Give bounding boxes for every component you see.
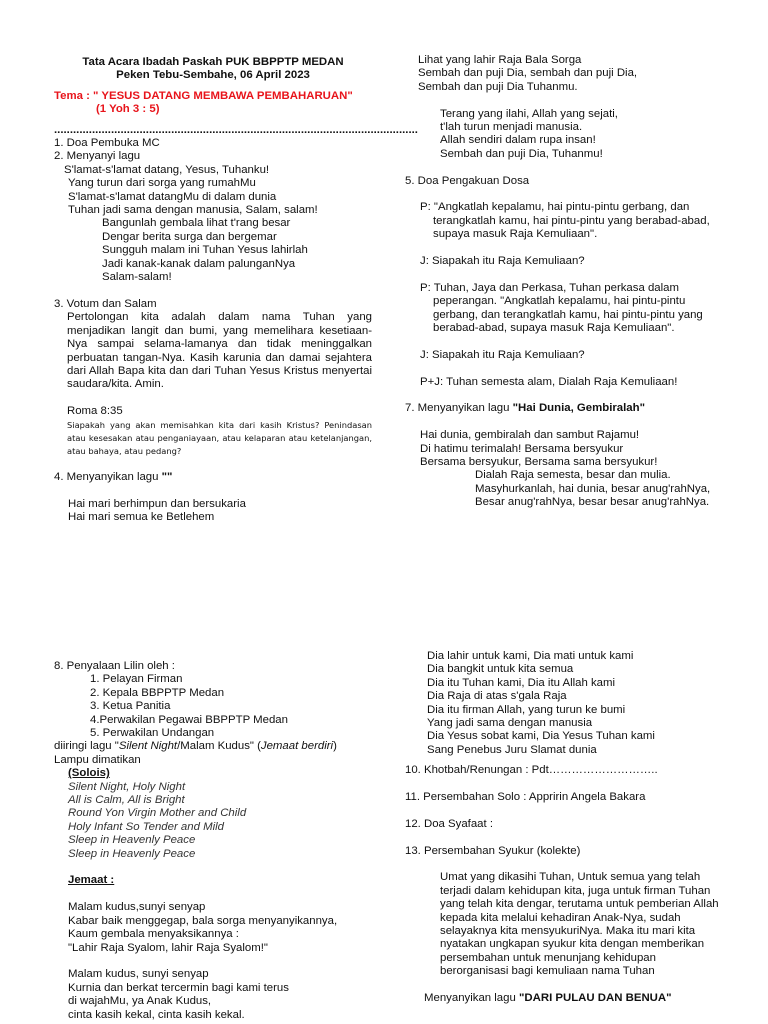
song4-line: Hai mari semua ke Betlehem: [68, 511, 215, 524]
top-right-column: [405, 54, 725, 510]
silent-night-line: Round Yon Virgin Mother and Child: [68, 807, 247, 820]
song-continued-line: Lihat yang lahir Raja Bala Sorga: [418, 54, 582, 66]
song2-line: Tuhan jadi sama dengan manusia, Salam, salam!: [68, 204, 318, 217]
malam-kudus-line: Malam kudus, sunyi senyap: [68, 968, 209, 981]
dia-line: Dia lahir untuk kami, Dia mati untuk kami: [427, 650, 634, 662]
song-verse2-line: t'lah turun menjadi manusia.: [440, 121, 583, 134]
song7-line: Di hatimu terimalah! Bersama bersyukur: [420, 442, 624, 455]
item-7-song-title: "Hai Dunia, Gembiralah": [512, 402, 645, 415]
malam-kudus-line: di wajahMu, ya Anak Kudus,: [68, 995, 212, 1008]
roma-reference: Roma 8:35: [67, 405, 123, 418]
song-continued-line: Sembah dan puji Dia Tuhanmu.: [418, 80, 578, 93]
accompaniment-line: [54, 740, 384, 753]
song7-chorus-line: Besar anug'rahNya, besar besar anug'rahNya.: [475, 496, 710, 509]
accomp-mid: /Malam Kudus" (: [177, 740, 261, 753]
item-4-label: 4. Menyanyikan lagu: [54, 470, 162, 483]
liturgy-j1: J: Siapakah itu Raja Kemuliaan?: [420, 255, 585, 268]
roma-text: Siapakah yang akan memisahkan kita dari kasih Kristus? Penindasan atau kesesakan atau penganiayaan, atau kelaparan atau ketelanjangan, atau bahaya, atau pedang?: [67, 419, 372, 456]
song-continued-line: Sembah dan puji Dia, sembah dan puji Dia,: [418, 67, 638, 80]
malam-kudus-line: Kurnia dan berkat tercermin bagi kami terus: [68, 981, 289, 994]
item-1-doa-pembuka: 1. Doa Pembuka MC: [54, 137, 160, 150]
final-song-title: "DARI PULAU DAN BENUA": [518, 992, 672, 1005]
candle-list-item: 2. Kepala BBPPTP Medan: [90, 686, 225, 699]
song2-chorus-line: Bangunlah gembala lihat t'rang besar: [102, 217, 291, 230]
song2-chorus-line: Jadi kanak-kanak dalam palunganNya: [102, 257, 296, 270]
liturgy-pj: P+J: Tuhan semesta alam, Dialah Raja Kemuliaan!: [420, 375, 678, 388]
dia-line: Yang jadi sama dengan manusia: [427, 717, 593, 730]
header-title: Tata Acara Ibadah Paskah PUK BBPPTP MEDAN: [82, 56, 344, 68]
accomp-song: Silent Night: [118, 740, 178, 753]
item-8-penyalaan-lilin: 8. Penyalaan Lilin oleh :: [54, 660, 175, 672]
lights-off: Lampu dimatikan: [54, 753, 141, 766]
accomp-note: Jemaat berdiri: [260, 740, 334, 753]
liturgy-j2: J: Siapakah itu Raja Kemuliaan?: [420, 348, 585, 361]
votum-text: Pertolongan kita adalah dalam nama Tuhan yang menjadikan langit dan bumi, yang memelihara kesetiaan-Nya sampai selama-lamanya dan tidak meninggalkan perbuatan tangan-Nya. Kasih karunia dan damai sejahtera dari Allah Bapa kita dan dari Tuhan Yesus Kristus menyertai saudara/kita. Amin.: [67, 311, 372, 391]
malam-kudus-line: "Lahir Raja Syalom, lahir Raja Syalom!": [68, 941, 268, 954]
dia-line: Dia itu firman Allah, yang turun ke bumi: [427, 703, 626, 716]
item-12-doa-syafaat: 12. Doa Syafaat :: [405, 817, 494, 830]
accomp-suffix: ): [333, 740, 337, 753]
theme-title: Tema : " YESUS DATANG MEMBAWA PEMBAHARUAN": [54, 89, 353, 102]
item-5-pengakuan-dosa: 5. Doa Pengakuan Dosa: [405, 174, 530, 187]
offering-text: Umat yang dikasihi Tuhan, Untuk semua yang telah terjadi dalam kehidupan kita, juga untuk firman Tuhan yang telah kita dengar, terutama untuk pemberian Allah kepada kita melalui kehadiran Anak-Nya, sudah selayaknya kita mensyukuriNya. Maka itu mari kita nyatakan ungkapan syukur kita dengan memberikan persembahan untuk menunjang kehidupan berorganisasi bagi kemuliaan nama Tuhan: [440, 871, 719, 978]
divider: ...................................................................................................................: [54, 123, 418, 136]
solois-heading: (Solois): [68, 767, 110, 780]
song2-line: S'lamat-s'lamat datangMu di dalam dunia: [68, 190, 277, 203]
bottom-right-column: [405, 650, 725, 1005]
song2-line: Yang turun dari sorga yang rumahMu: [68, 177, 256, 190]
dia-line: Sang Penebus Juru Slamat dunia: [427, 743, 597, 756]
dia-line: Dia bangkit untuk kita semua: [427, 663, 574, 676]
item-11-persembahan-solo: 11. Persembahan Solo : Appririn Angela Bakara: [405, 791, 646, 804]
song4-line: Hai mari berhimpun dan bersukaria: [68, 497, 246, 510]
bottom-left-column: [54, 660, 384, 1022]
silent-night-line: Sleep in Heavenly Peace: [68, 847, 196, 860]
song-verse2-line: Terang yang ilahi, Allah yang sejati,: [440, 107, 618, 120]
malam-kudus-line: Kaum gembala menyaksikannya :: [68, 928, 239, 941]
page-bottom: [0, 512, 768, 1024]
theme-reference: (1 Yoh 3 : 5): [96, 103, 160, 116]
silent-night-line: Sleep in Heavenly Peace: [68, 834, 196, 847]
item-2-menyanyi: 2. Menyanyi lagu: [54, 150, 141, 163]
candle-list-item: 5. Perwakilan Undangan: [90, 727, 215, 740]
silent-night-line: Silent Night, Holy Night: [68, 780, 186, 793]
item-10-khotbah: 10. Khotbah/Renungan : Pdt………………………..: [405, 764, 658, 777]
item-13-persembahan-syukur: 13. Persembahan Syukur (kolekte): [405, 844, 581, 857]
item-7-label: 7. Menyanyikan lagu: [405, 402, 513, 415]
song7-chorus-line: Dialah Raja semesta, besar dan mulia.: [475, 469, 671, 482]
song7-line: Bersama bersyukur, Bersama sama bersyukur!: [420, 456, 658, 469]
candle-list-item: 3. Ketua Panitia: [90, 700, 171, 713]
candle-list-item: 1. Pelayan Firman: [90, 673, 183, 686]
jemaat-heading: Jemaat :: [68, 874, 115, 887]
top-left-column: [54, 56, 418, 525]
malam-kudus-line: cinta kasih kekal, cinta kasih kekal.: [68, 1008, 245, 1021]
liturgy-p1: P: "Angkatlah kepalamu, hai pintu-pintu gerbang, dan terangkatlah kamu, hai pintu-pintu yang berabad-abad, supaya masuk Raja Kemuliaan".: [420, 201, 710, 241]
song2-chorus-line: Dengar berita surga dan bergemar: [102, 230, 277, 243]
silent-night-line: All is Calm, All is Bright: [68, 794, 185, 807]
song2-line: S'lamat-s'lamat datang, Yesus, Tuhanku!: [64, 163, 270, 176]
song-verse2-line: Sembah dan puji Dia, Tuhanmu!: [440, 147, 603, 160]
item-7-menyanyikan: [405, 402, 725, 415]
song2-chorus-line: Salam-salam!: [102, 271, 172, 284]
dia-line: Dia Yesus sobat kami, Dia Yesus Tuhan kami: [427, 730, 655, 743]
song2-chorus-line: Sungguh malam ini Tuhan Yesus lahirlah: [102, 244, 308, 257]
final-song-line: [405, 992, 725, 1005]
final-song-label: Menyanyikan lagu: [424, 992, 519, 1005]
item-4-menyanyikan: [54, 471, 372, 484]
candle-list-item: 4.Perwakilan Pegawai BBPPTP Medan: [90, 713, 288, 726]
malam-kudus-line: Malam kudus,sunyi senyap: [68, 901, 206, 914]
song7-line: Hai dunia, gembiralah dan sambut Rajamu!: [420, 429, 640, 442]
dia-line: Dia Raja di atas s'gala Raja: [427, 690, 567, 703]
item-3-votum: 3. Votum dan Salam: [54, 297, 157, 310]
song-verse2-line: Allah sendiri dalam rupa insan!: [440, 134, 596, 147]
liturgy-p2: P: Tuhan, Jaya dan Perkasa, Tuhan perkasa dalam peperangan. "Angkatlah kepalamu, hai pintu-pintu gerbang, dan terangkatlah kamu, hai pintu-pintu yang berabad-abad, supaya masuk Raja Kemuliaan".: [420, 281, 703, 335]
malam-kudus-line: Kabar baik menggegap, bala sorga menyanyikannya,: [68, 914, 338, 927]
header-date: Peken Tebu-Sembahe, 06 April 2023: [116, 69, 310, 82]
accomp-prefix: diiringi lagu ": [54, 740, 119, 753]
item-4-song-title: "": [161, 470, 173, 483]
dia-line: Dia itu Tuhan kami, Dia itu Allah kami: [427, 676, 616, 689]
song7-chorus-line: Masyhurkanlah, hai dunia, besar anug'rahNya,: [475, 482, 711, 495]
silent-night-line: Holy Infant So Tender and Mild: [68, 820, 224, 833]
